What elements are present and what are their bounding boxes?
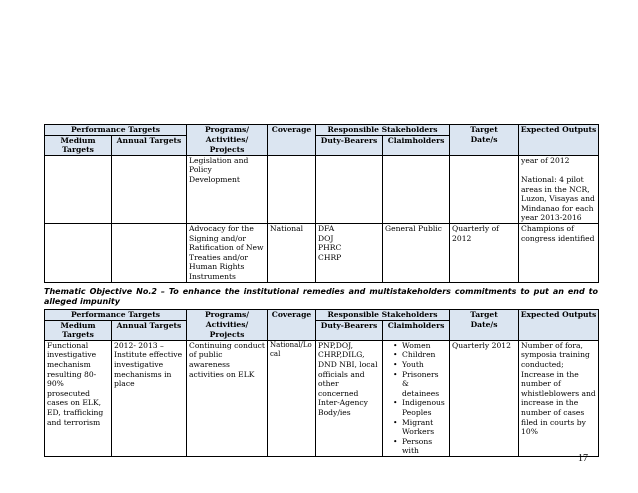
- header-duty-bearers: Duty-Bearers: [316, 135, 383, 155]
- header-medium-targets: Medium Targets: [45, 320, 112, 340]
- annual-targets-cell: 2012- 2013 – Institute effective investigative mechanisms in place: [112, 340, 187, 456]
- header-target: Target: [450, 125, 519, 136]
- header-target: Target: [450, 310, 519, 321]
- header-outputs-blank: [519, 135, 599, 155]
- claimholders-cell: [383, 155, 450, 223]
- performance-targets-table-1: [44, 124, 599, 283]
- header-claimholders: Claimholders: [383, 135, 450, 155]
- duty-bearers-cell: PNP,DOJ, CHRP,DILG, DND NBI, local officials and other concerned Inter-Agency Body/ies: [316, 340, 383, 456]
- duty-bearer-item: DOJ: [318, 233, 334, 243]
- header-dates: Date/s: [450, 320, 519, 340]
- target-date-cell: Quarterly 2012: [450, 340, 519, 456]
- header-programs: Programs/: [187, 125, 268, 136]
- header-activities: Activities/ Projects: [187, 135, 268, 155]
- header-annual-targets: Annual Targets: [112, 320, 187, 340]
- output-spacer: [521, 165, 596, 175]
- header-expected-outputs: Expected Outputs: [519, 125, 599, 136]
- header-duty-bearers: Duty-Bearers: [316, 320, 383, 340]
- header-responsible-stakeholders: Responsible Stakeholders: [316, 125, 450, 136]
- output-line: year of 2012: [521, 155, 570, 165]
- header-claimholders: Claimholders: [383, 320, 450, 340]
- programs-cell: Advocacy for the Signing and/or Ratification of New Treaties and/or Human Rights Instruments: [187, 223, 268, 282]
- list-item: • Children: [395, 350, 447, 360]
- header-coverage: Coverage: [268, 125, 316, 136]
- header-coverage: Coverage: [268, 310, 316, 321]
- duty-bearer-item: PHRC: [318, 243, 342, 253]
- header-responsible-stakeholders: Responsible Stakeholders: [316, 310, 450, 321]
- header-annual-targets: Annual Targets: [112, 135, 187, 155]
- claimholders-list: [385, 341, 447, 456]
- expected-outputs-cell: Champions of congress identified: [519, 223, 599, 282]
- header-medium-targets: Medium Targets: [45, 135, 112, 155]
- page-number: 17: [578, 453, 588, 464]
- table-row: [45, 155, 599, 223]
- table-subheader-row: [45, 135, 599, 155]
- claimholders-cell: [383, 340, 450, 456]
- duty-bearers-cell: [316, 223, 383, 282]
- table-header-row: [45, 310, 599, 321]
- list-item: • Youth: [395, 360, 447, 370]
- table-row: [45, 223, 599, 282]
- table-subheader-row: [45, 320, 599, 340]
- list-item: • Migrant Workers: [395, 418, 447, 437]
- list-item: • Persons with: [395, 437, 447, 456]
- header-outputs-blank: [519, 320, 599, 340]
- duty-bearer-item: DFA: [318, 223, 335, 233]
- header-expected-outputs: Expected Outputs: [519, 310, 599, 321]
- list-item: • Indigenous Peoples: [395, 398, 447, 417]
- programs-cell: Continuing conduct of public awareness activities on ELK: [187, 340, 268, 456]
- thematic-objective-heading: Thematic Objective No.2 – To enhance the institutional remedies and multistakeholders commitments to put an end to alleged impunity: [44, 287, 598, 306]
- coverage-cell: National/Local: [268, 340, 316, 456]
- expected-outputs-cell: [519, 155, 599, 223]
- medium-targets-cell: [45, 223, 112, 282]
- claimholders-cell: General Public: [383, 223, 450, 282]
- annual-targets-cell: [112, 223, 187, 282]
- annual-targets-cell: [112, 155, 187, 223]
- header-performance-targets: Performance Targets: [45, 310, 187, 321]
- expected-outputs-cell: Number of fora, symposia training conducted; Increase in the number of whistleblowers and increase in the number of cases filed in courts by 10%: [519, 340, 599, 456]
- header-activities: Activities/ Projects: [187, 320, 268, 340]
- coverage-cell: National: [268, 223, 316, 282]
- output-line: National: 4 pilot areas in the NCR, Luzon, Visayas and Mindanao for each year 2013-2016: [521, 174, 595, 223]
- target-date-cell: Quarterly of 2012: [450, 223, 519, 282]
- duty-bearer-item: CHRP: [318, 252, 342, 262]
- duty-bearers-cell: [316, 155, 383, 223]
- programs-cell: Legislation and Policy Development: [187, 155, 268, 223]
- list-item: • Women: [395, 341, 447, 351]
- header-performance-targets: Performance Targets: [45, 125, 187, 136]
- header-dates: Date/s: [450, 135, 519, 155]
- list-item: • Prisoners & detainees: [395, 370, 447, 399]
- header-coverage-blank: [268, 320, 316, 340]
- header-programs: Programs/: [187, 310, 268, 321]
- header-coverage-blank: [268, 135, 316, 155]
- performance-targets-table-2: [44, 309, 599, 457]
- medium-targets-cell: Functional investigative mechanism resulting 80-90% prosecuted cases on ELK, ED, trafficking and terrorism: [45, 340, 112, 456]
- medium-targets-cell: [45, 155, 112, 223]
- coverage-cell: [268, 155, 316, 223]
- table-row: [45, 340, 599, 456]
- table-header-row: [45, 125, 599, 136]
- target-date-cell: [450, 155, 519, 223]
